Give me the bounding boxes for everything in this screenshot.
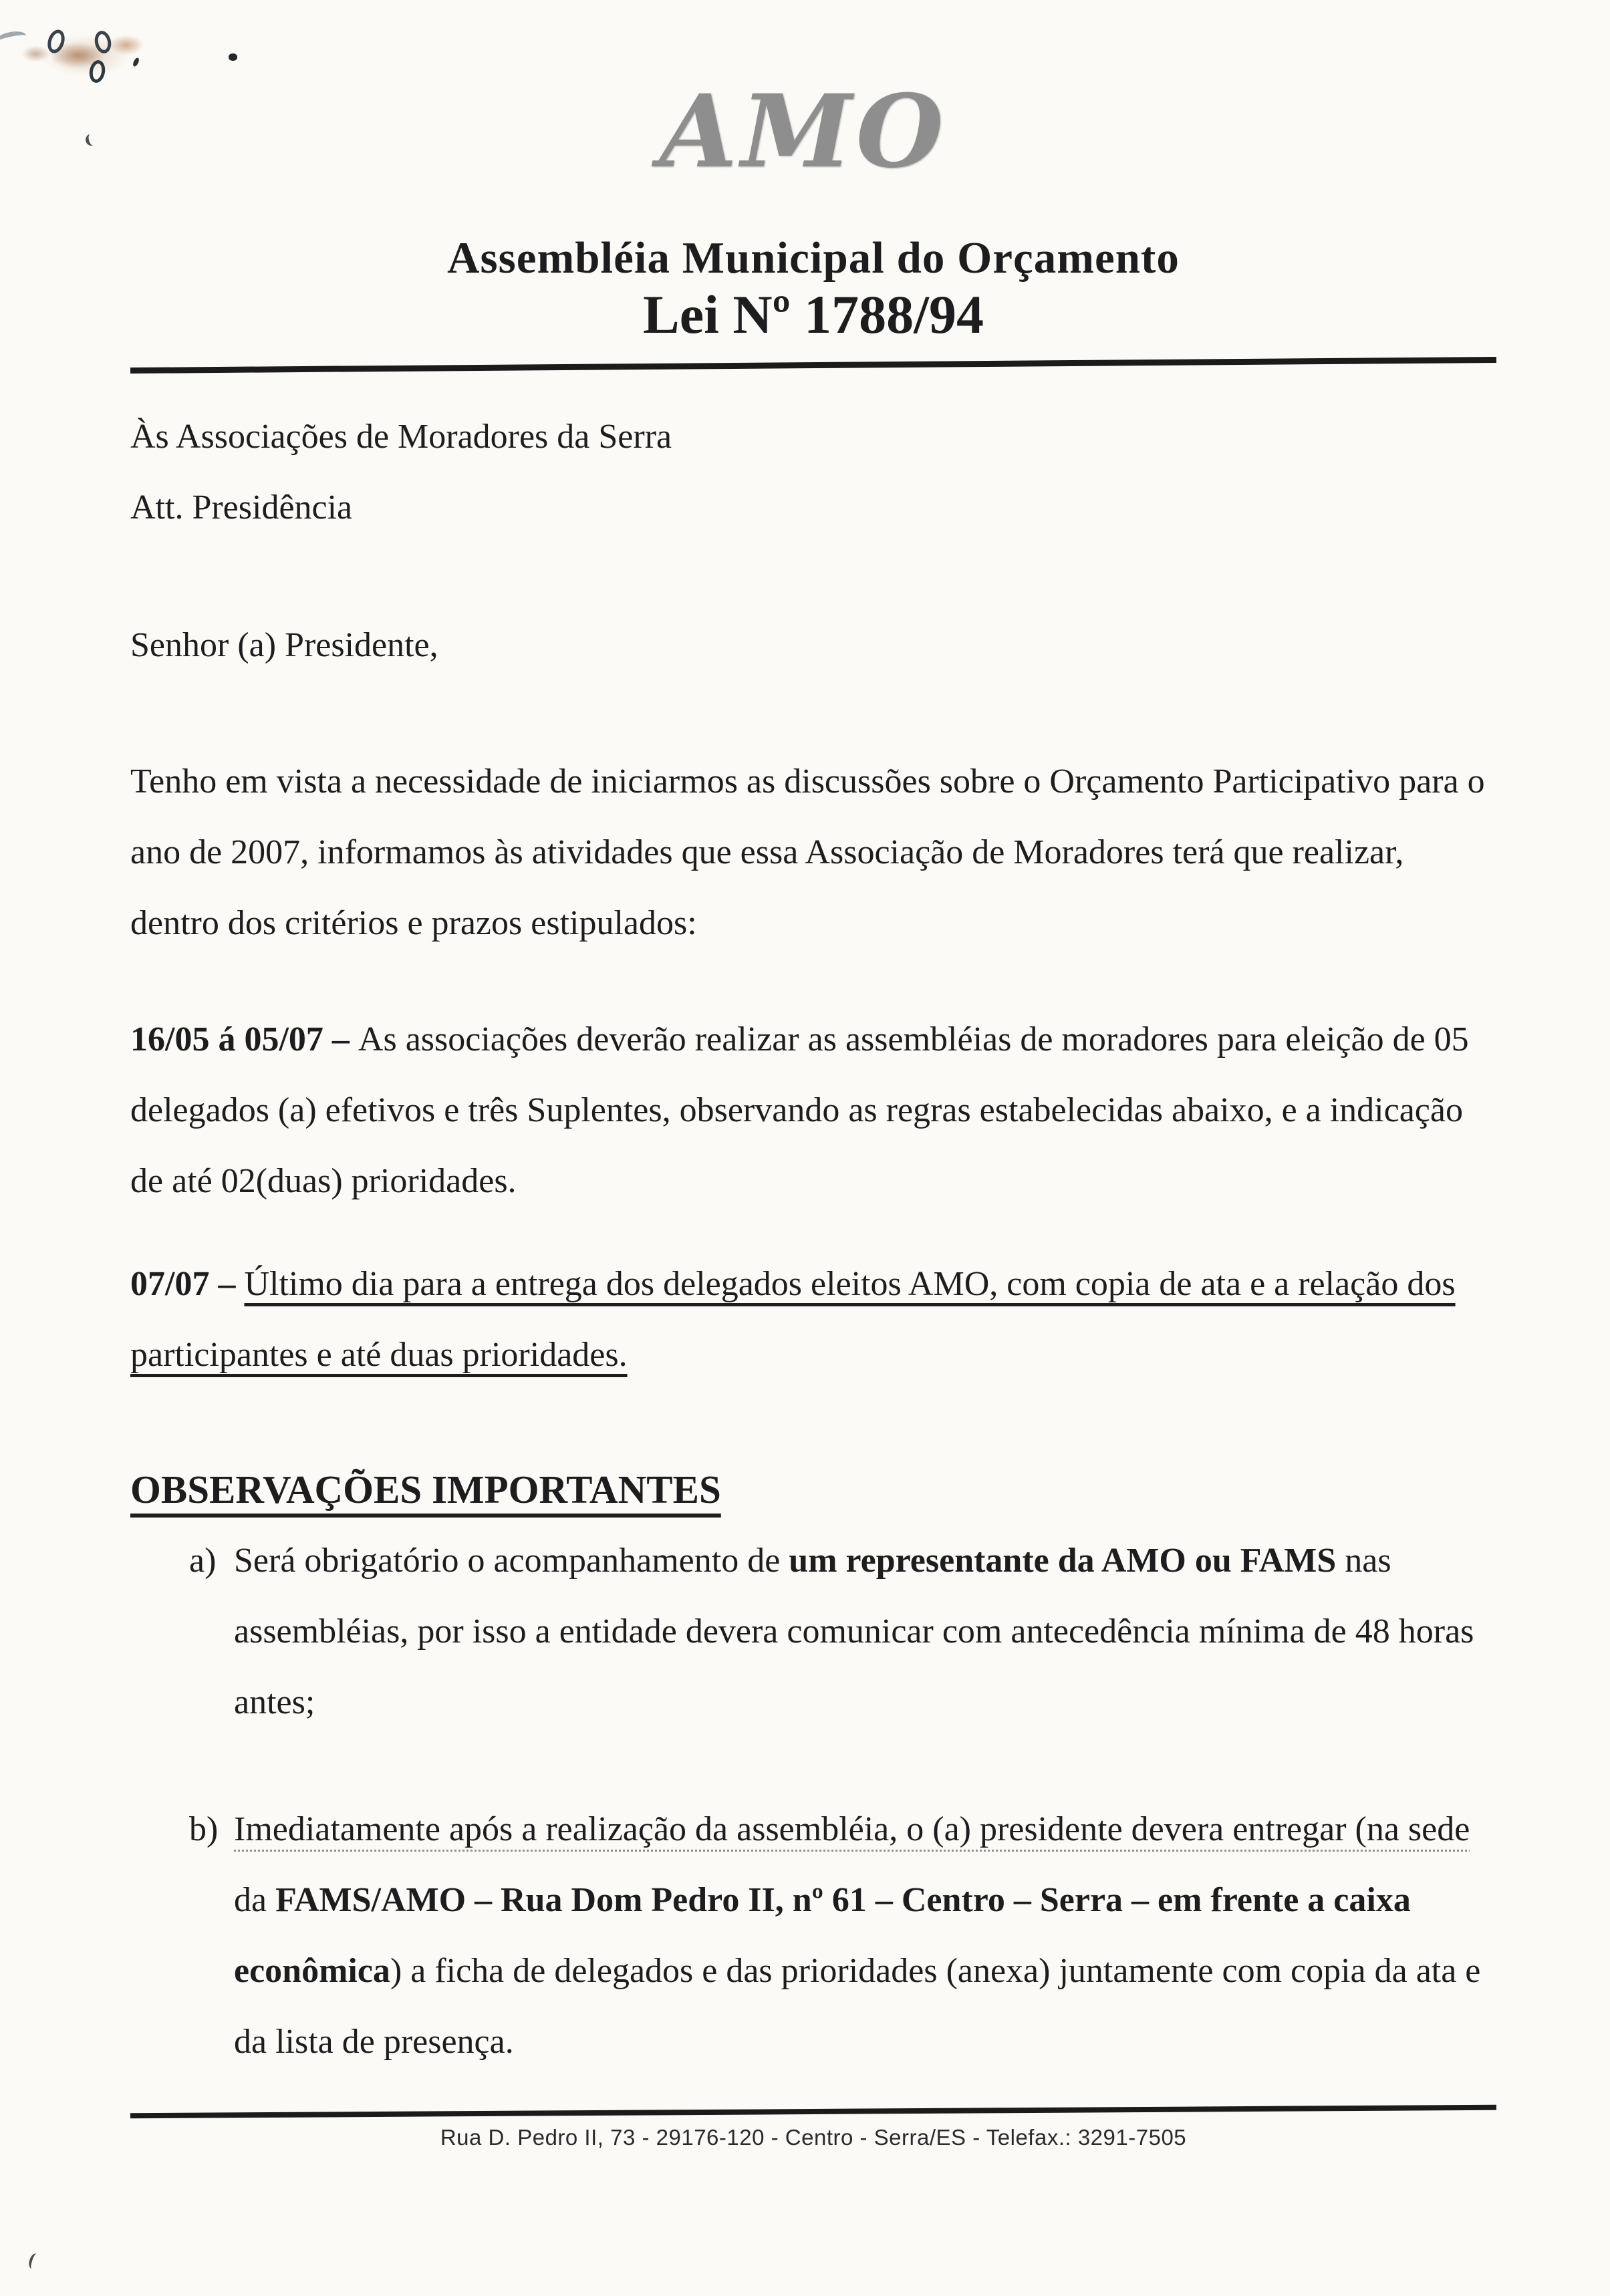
- deadline-1-text: As associações deverão realizar as assembléias de moradores para eleição de 05 delegados (a) efetivos e três Suplentes, observando as regras estabelecidas abaixo, e a indicação de até 02(duas) prioridades.: [130, 1020, 1469, 1200]
- deadline-1-dates: 16/05 á 05/07 –: [130, 1020, 358, 1058]
- document-title: Assembléia Municipal do Orçamento: [447, 233, 1180, 283]
- letterhead: [130, 73, 1496, 368]
- document-content: [0, 73, 1610, 2077]
- observation-a-text-post: nas assembléias, por isso a entidade devera comunicar com antecedência mínima de 48 horas antes;: [234, 1541, 1474, 1721]
- observation-item-a: [130, 1526, 1496, 1738]
- deadline-2-text: Último dia para a entrega dos delegados eleitos AMO, com copia de ata e a relação dos participantes e até duas prioridades.: [130, 1264, 1456, 1374]
- deadline-paragraph-2: [130, 1249, 1496, 1391]
- ink-speck: [229, 53, 237, 61]
- deadline-2-dates: 07/07 –: [130, 1264, 245, 1303]
- rust-stain-artifact: [8, 12, 182, 99]
- footer-address: Rua D. Pedro II, 73 - 29176-120 - Centro - Serra/ES - Telefax.: 3291-7505: [440, 2125, 1187, 2150]
- amo-logo: AMO: [659, 73, 948, 190]
- observation-a-text-bold: um representante da AMO ou FAMS: [789, 1541, 1337, 1580]
- salutation: Senhor (a) Presidente,: [130, 625, 438, 664]
- observation-b-text-pre: Imediatamente após a realização da assembléia, o (a) presidente devera entregar (na sede da: [234, 1810, 1470, 1919]
- deadline-paragraph-1: [130, 1004, 1496, 1217]
- page-footer: [130, 2109, 1496, 2150]
- footer-divider: [130, 2105, 1496, 2118]
- letter-body: [130, 402, 1496, 2077]
- observation-item-b: [130, 1794, 1496, 2077]
- law-number: Lei Nº 1788/94: [643, 283, 984, 345]
- intro-paragraph: Tenho em vista a necessidade de iniciarmos as discussões sobre o Orçamento Participativo para o ano de 2007, informamos às atividades que essa Associação de Moradores terá que realizar, dentro dos critérios e prazos estipulados:: [130, 762, 1485, 942]
- list-marker-b: b): [189, 1810, 219, 1848]
- observations-heading: OBSERVAÇÕES IMPORTANTES: [130, 1467, 721, 1512]
- header-divider: [130, 357, 1496, 374]
- observation-a-text-pre: Será obrigatório o acompanhamento de: [234, 1541, 789, 1580]
- observation-b-text-bold: FAMS/AMO – Rua Dom Pedro II, nº 61 – Centro – Serra – em frente a caixa econômica: [234, 1880, 1411, 1990]
- recipient-line-1: Às Associações de Moradores da Serra: [130, 417, 672, 456]
- observation-b-text-post: ) a ficha de delegados e das prioridades (anexa) juntamente com copia da ata e da lista de presença.: [234, 1951, 1481, 2061]
- list-marker-a: a): [189, 1541, 217, 1580]
- ink-speck: [27, 2252, 41, 2270]
- recipient-line-2: Att. Presidência: [130, 488, 353, 527]
